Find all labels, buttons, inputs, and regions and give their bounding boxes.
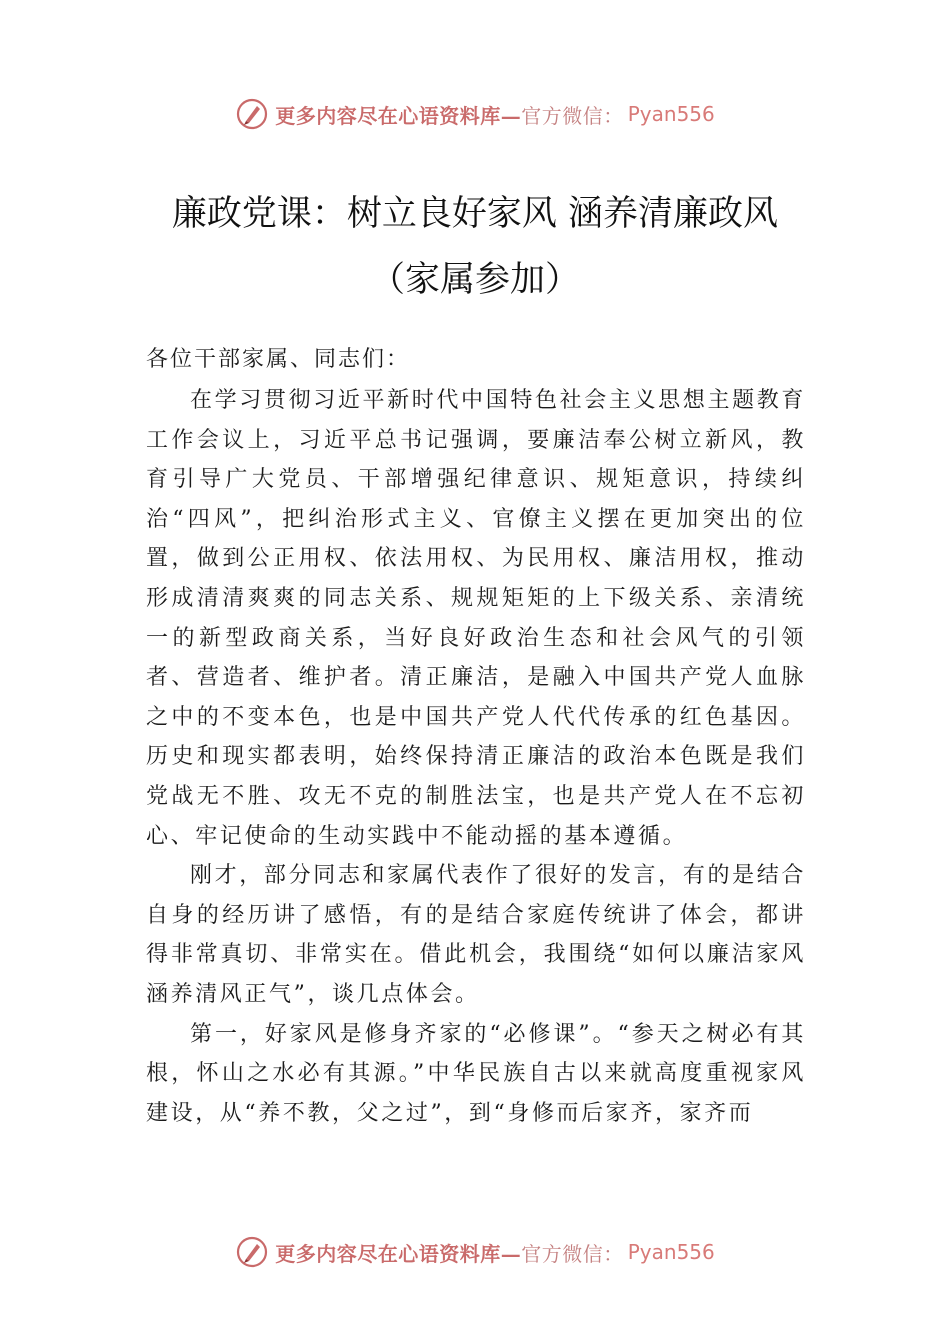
document-body xyxy=(146,381,806,1133)
paragraph: 在学习贯彻习近平新时代中国特色社会主义思想主题教育工作会议上，习近平总书记强调，要廉洁奉公树立新风，教育引导广大党员、干部增强纪律意识、规矩意识，持续纠治“四风”，把纠治形式主义、官僚主义摆在更加突出的位置，做到公正用权、依法用权、为民用权、廉洁用权，推动形成清清爽爽的同志关系、规规矩矩的上下级关系、亲清统一的新型政商关系，当好良好政治生态和社会风气的引领者、营造者、维护者。清正廉洁，是融入中国共产党人血脉之中的不变本色，也是中国共产党人代代传承的红色基因。历史和现实都表明，始终保持清正廉洁的政治本色既是我们党战无不胜、攻无不克的制胜法宝，也是共产党人在不忘初心、牢记使命的生动实践中不能动摇的基本遵循。 xyxy=(146,388,806,849)
banner-text: 更多内容尽在心语资料库—官方微信： xyxy=(275,1241,624,1266)
wechat-id: Pyan556 xyxy=(627,1240,715,1264)
paragraph: 第一，好家风是修身齐家的“必修课”。“参天之树必有其根，怀山之水必有其源。”中华民族自古以来就高度重视家风建设，从“养不教，父之过”，到“身修而后家齐，家齐而 xyxy=(146,1021,806,1126)
footer-banner xyxy=(0,1232,950,1272)
document-subtitle: （家属参加） xyxy=(369,260,580,300)
wechat-id: Pyan556 xyxy=(627,102,715,126)
banner-text: 更多内容尽在心语资料库—官方微信： xyxy=(275,103,624,128)
salutation: 各位干部家属、同志们： xyxy=(146,347,411,372)
pen-logo-icon xyxy=(235,97,269,131)
header-banner xyxy=(0,94,950,134)
paragraph: 刚才，部分同志和家属代表作了很好的发言，有的是结合自身的经历讲了感悟，有的是结合家庭传统讲了体会，都讲得非常真切、非常实在。借此机会，我围绕“如何以廉洁家风涵养清风正气”，谈几点体会。 xyxy=(146,863,806,1007)
pen-logo-icon xyxy=(235,1235,269,1269)
document-title: 廉政党课：树立良好家风 涵养清廉政风 xyxy=(171,194,779,234)
